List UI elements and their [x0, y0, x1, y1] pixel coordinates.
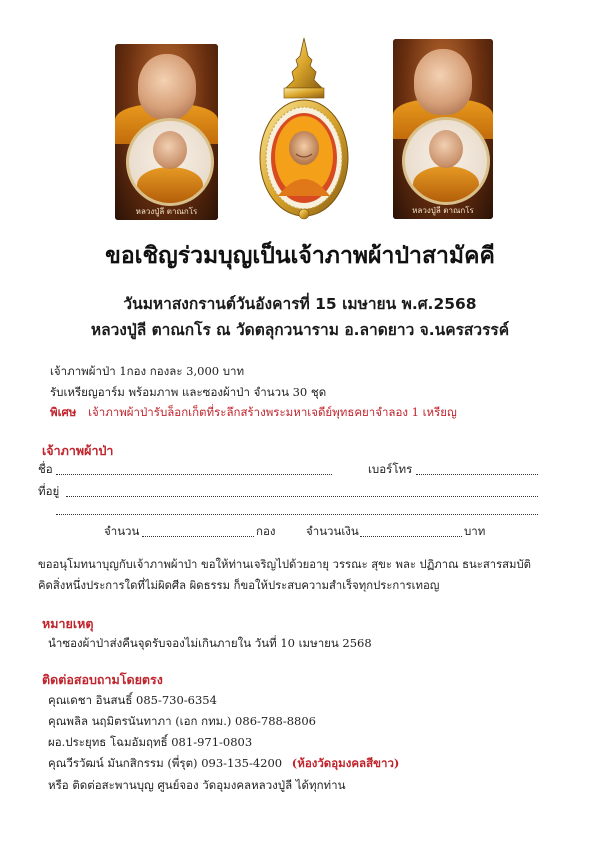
- detail-special: [50, 405, 457, 419]
- contact-3: ผอ.ประยุทธ โฉมอัมฤทธิ์ 081-971-0803: [48, 735, 253, 749]
- contact-4-note: (ห้องวัดอุมงคลสีขาว): [291, 756, 400, 770]
- coin-medallion: [402, 117, 490, 205]
- blessing-line-2: คิดสิ่งหนึ่งประการใดที่ไม่ผิดศีล ผิดธรรม ก็ขอให้ประสบความสำเร็จทุกประการเทอญ: [38, 579, 440, 592]
- contact-2: คุณพลิล นฤมิตรนันทาภา (เอก กทม.) 086-788-8806: [48, 714, 316, 728]
- special-label: พิเศษ: [50, 405, 77, 419]
- detail-gift: รับเหรียญอาร์ม พร้อมภาพ และซองผ้าป่า จำนวน 30 ชุด: [50, 385, 327, 399]
- name-label: ชื่อ: [38, 462, 53, 476]
- special-text: เจ้าภาพผ้าป่ารับล็อกเก็ตที่ระลึกสร้างพระมหาเจดีย์พุทธคยาจำลอง 1 เหรียญ: [88, 405, 457, 419]
- amount-field[interactable]: [360, 536, 462, 537]
- event-location: หลวงปู่ลี ตาณกโร ณ วัดตลุกวนาราม อ.ลาดยาว จ.นครสวรรค์: [90, 321, 510, 339]
- note-text: นำซองผ้าป่าส่งคืนจุดรับจองไม่เกินภายใน วันที่ 10 เมษายน 2568: [48, 636, 372, 650]
- amount-unit: บาท: [464, 524, 486, 538]
- contact-4: [48, 756, 399, 770]
- contact-5: หรือ ติดต่อสะพานบุญ ศูนย์จอง วัดอุมงคลหลวงปู่ลี ได้ทุกท่าน: [48, 778, 346, 792]
- form-heading: เจ้าภาพผ้าป่า: [42, 443, 114, 458]
- address-field-line2[interactable]: [56, 514, 538, 515]
- note-heading: หมายเหตุ: [42, 616, 94, 631]
- detail-price: เจ้าภาพผ้าป่า 1กอง กองละ 3,000 บาท: [50, 364, 245, 378]
- phone-field[interactable]: [416, 474, 538, 475]
- blessing-line-1: ขออนุโมทนาบุญกับเจ้าภาพผ้าป่า ขอให้ท่านเจริญไปด้วยอายุ วรรณะ สุขะ พละ ปฏิภาณ ธนะสารสมบัติ: [38, 558, 532, 571]
- coin-medallion: [126, 118, 214, 206]
- address-label: ที่อยู่: [38, 484, 60, 498]
- contact-1: คุณเดชา อินสนธิ์ 085-730-6354: [48, 693, 217, 707]
- quantity-field[interactable]: [142, 536, 254, 537]
- event-date: วันมหาสงกรานต์วันอังคารที่ 15 เมษายน พ.ศ.2568: [123, 295, 477, 313]
- name-field[interactable]: [56, 474, 332, 475]
- coin-caption: หลวงปู่ลี ตาณกโร: [135, 207, 198, 216]
- monk-portrait: [138, 54, 196, 120]
- contact-4-text: คุณวีรวัฒน์ มันกสิกรรม (พี่รุต) 093-135-4200: [48, 756, 283, 770]
- quantity-unit: กอง: [256, 524, 276, 538]
- phone-label: เบอร์โทร: [368, 462, 413, 476]
- amount-label: จำนวนเงิน: [306, 524, 359, 538]
- quantity-label: จำนวน: [104, 524, 140, 538]
- address-field[interactable]: [66, 496, 538, 497]
- coin-caption: หลวงปู่ลี ตาณกโร: [412, 206, 474, 215]
- gold-locket-medallion: [258, 36, 350, 222]
- monk-photo-card-left: [115, 44, 218, 220]
- contact-heading: ติดต่อสอบถามโดยตรง: [42, 672, 163, 687]
- monk-photo-card-right: [393, 39, 493, 219]
- page-title: ขอเชิญร่วมบุญเป็นเจ้าภาพผ้าป่าสามัคคี: [105, 243, 495, 269]
- monk-portrait: [414, 49, 472, 115]
